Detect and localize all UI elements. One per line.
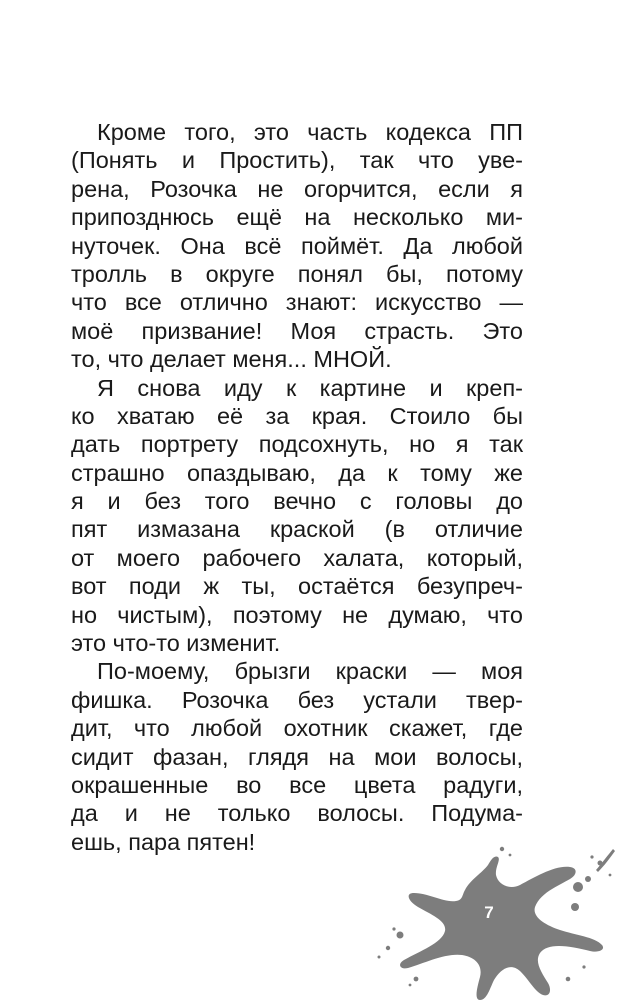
paragraph <box>71 118 523 374</box>
paragraph <box>71 374 523 658</box>
text-line: что все отлично знают: искусство — <box>71 289 523 316</box>
text-line: (Понять и Простить), так что уве- <box>71 147 523 174</box>
text-line: дать портрету подсохнуть, но я так <box>71 431 523 458</box>
text-line: фишка. Розочка без устали твер- <box>71 686 523 713</box>
text-line: Я снова иду к картине и креп- <box>97 374 523 401</box>
text-line: По-моему, брызги краски — моя <box>97 658 523 685</box>
text-line: окрашенные во все цвета радуги, <box>71 771 523 798</box>
text-line: припозднюсь ещё на несколько ми- <box>71 204 523 231</box>
text-line: от моего рабочего халата, который, <box>71 544 523 571</box>
text-line: да и не только волосы. Подума- <box>71 800 523 827</box>
text-line: рена, Розочка не огорчится, если я <box>71 175 523 202</box>
text-line: пят измазана краской (в отличие <box>71 516 523 543</box>
text-line: то, что делает меня... МНОЙ. <box>71 346 392 373</box>
text-line: вот поди ж ты, остаётся безупреч- <box>71 573 523 600</box>
text-line: нуточек. Она всё поймёт. Да любой <box>71 232 523 259</box>
body-text <box>71 118 523 856</box>
text-line: я и без того вечно с головы до <box>71 488 523 515</box>
paragraph <box>71 657 523 856</box>
text-line: ко хватаю её за края. Стоило бы <box>71 402 523 429</box>
text-line: ешь, пара пятен! <box>71 828 256 855</box>
text-line: страшно опаздываю, да к тому же <box>71 459 523 486</box>
text-line: дит, что любой охотник скажет, где <box>71 715 523 742</box>
text-line: Кроме того, это часть кодекса ПП <box>97 119 523 145</box>
text-line: моё призвание! Моя страсть. Это <box>71 317 523 344</box>
text-line: это что-то изменит. <box>71 630 281 657</box>
text-line: сидит фазан, глядя на мои волосы, <box>71 743 523 770</box>
text-line: но чистым), поэтому не думаю, что <box>71 601 523 628</box>
text-line: тролль в округе понял бы, потому <box>71 260 523 287</box>
page-number: 7 <box>484 903 494 922</box>
